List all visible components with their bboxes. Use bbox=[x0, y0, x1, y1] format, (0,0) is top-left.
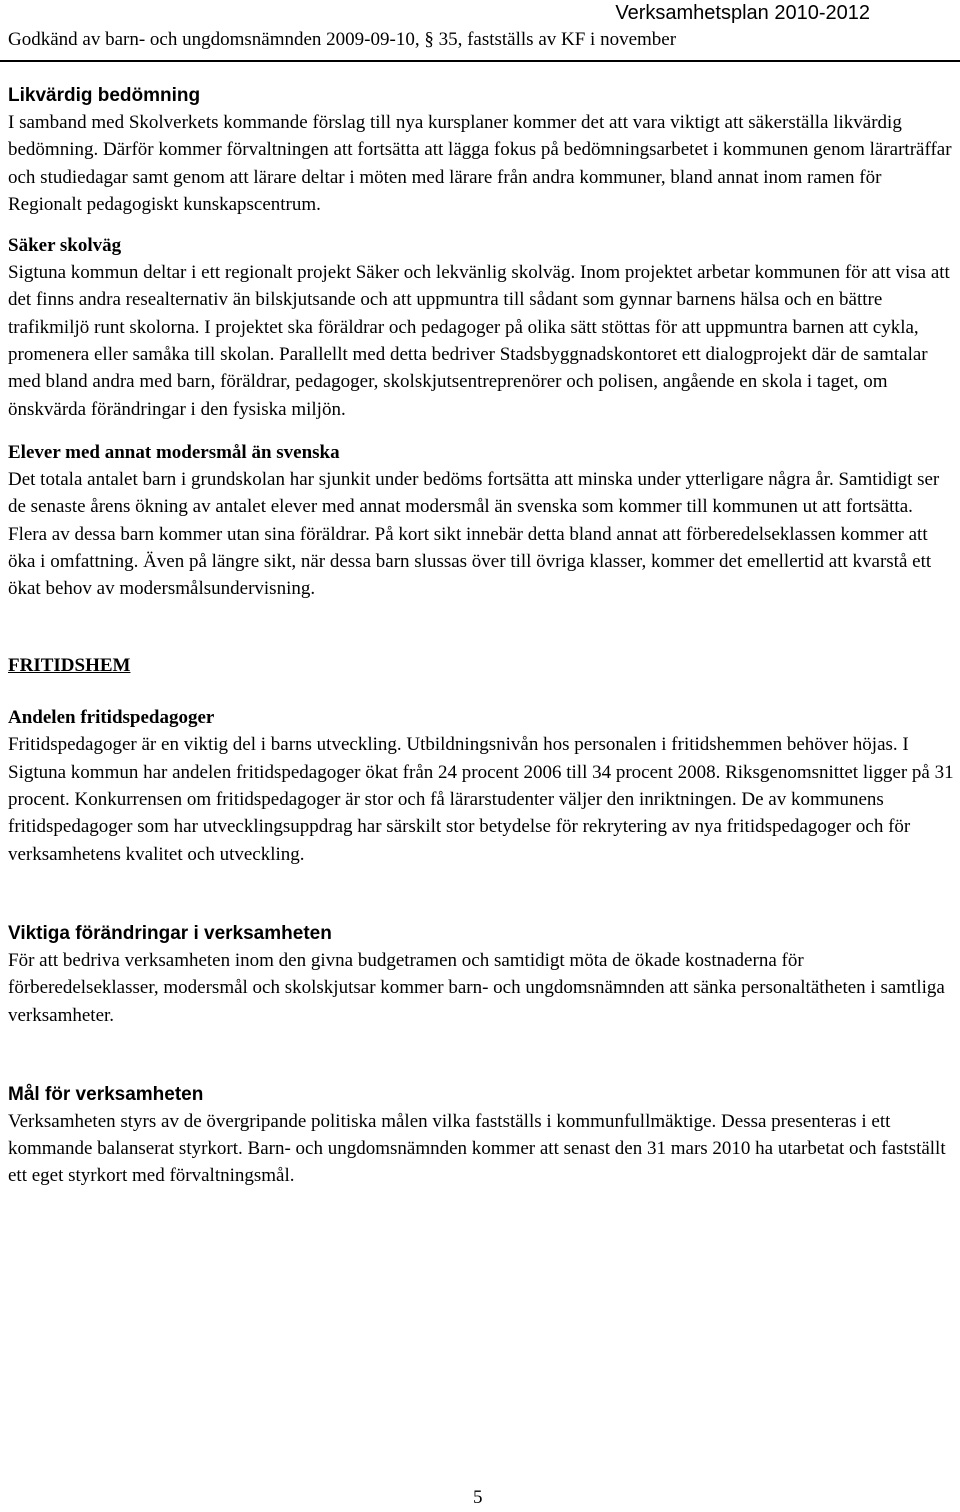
section-heading: Likvärdig bedömning bbox=[8, 85, 201, 106]
document-body bbox=[8, 82, 956, 1190]
section-paragraph: Sigtuna kommun deltar i ett regionalt projekt Säker och lekvänlig skolväg. Inom projektet arbetar kommunen för att visa att det finns andra resealternativ än bilskjutsande och att uppmuntra till sådant som gynnar barnens hälsa och en bättre trafikmiljö runt skolorna. I projektet ska föräldrar och pedagoger på olika sätt stöttas för att uppmuntra barnen att cykla, promenera eller samåka till skolan. Parallellt med detta bedriver Stadsbyggnadskontoret ett dialogprojekt där de samtalar med bland andra med barn, föräldrar, pedagoger, skolskjutsentreprenörer och polisen, angående en skola i taget, om önskvärda förändringar i den fysiska miljön. bbox=[8, 262, 950, 420]
section-paragraph: För att bedriva verksamheten inom den givna budgetramen och samtidigt möta de ökade kostnaderna för förberedelseklasser, modersmål och skolskjutsar kommer barn- och ungdomsnämnden att sänka personaltätheten i samtliga verksamheter. bbox=[8, 949, 945, 1026]
section-paragraph: Fritidspedagoger är en viktig del i barns utveckling. Utbildningsnivån hos personalen i fritidshemmen behöver höjas. I Sigtuna kommun har andelen fritidspedagoger ökat från 24 procent 2006 till 34 procent 2008. Riksgenomsnittet ligger på 31 procent. Konkurrensen om fritidspedagoger är stor och få lärarstudenter väljer den inriktningen. De av kommunens fritidspedagoger som har utvecklingsuppdrag har särskilt stor betydelse för rekrytering av nya fritidspedagoger och för verksamhetens kvalitet och utveckling. bbox=[8, 734, 954, 865]
section-fritidspedagoger bbox=[8, 704, 956, 867]
section-heading: Elever med annat modersmål än svenska bbox=[8, 441, 340, 463]
section-heading: Andelen fritidspedagoger bbox=[8, 707, 215, 729]
document-subtitle: Godkänd av barn- och ungdomsnämnden 2009-09-10, § 35, fastställs av KF i november bbox=[8, 29, 677, 50]
chapter-heading: FRITIDSHEM bbox=[8, 655, 131, 677]
section-mal bbox=[8, 1081, 956, 1190]
section-fritidshem bbox=[8, 652, 956, 679]
section-viktiga-forandringar bbox=[8, 920, 956, 1029]
section-paragraph: Verksamheten styrs av de övergripande politiska målen vilka fastställs i kommunfullmäktige. Dessa presenteras i ett kommande balanserat styrkort. Barn- och ungdomsnämnden kommer att senast den 31 mars 2010 ha utarbetat och fastställt ett eget styrkort med förvaltningsmål. bbox=[8, 1110, 946, 1187]
section-modersmal bbox=[8, 439, 956, 602]
header-divider bbox=[0, 60, 960, 62]
section-paragraph: Det totala antalet barn i grundskolan har sjunkit under bedöms fortsätta att minska under ytterligare några år. Samtidigt ser de senaste årens ökning av antalet elever med annat modersmål än svenska som kommer till kommunen ut att fortsätta. Flera av dessa barn kommer utan sina föräldrar. På kort sikt innebär detta bland annat att förberedelseklassen kommer att öka i omfattning. Även på längre sikt, när dessa barn slussas över till övriga klasser, kommer det emellertid att kvarstå ett ökat behov av modersmålsundervisning. bbox=[8, 468, 940, 600]
document-title: Verksamhetsplan 2010-2012 bbox=[615, 2, 870, 24]
section-heading: Viktiga förändringar i verksamheten bbox=[8, 922, 332, 944]
section-heading: Säker skolväg bbox=[8, 235, 122, 257]
section-likvardig-bedomning bbox=[8, 82, 956, 218]
section-heading: Mål för verksamheten bbox=[8, 1083, 204, 1105]
page-header bbox=[0, 0, 960, 58]
section-saker-skolvag bbox=[8, 232, 956, 423]
section-paragraph: I samband med Skolverkets kommande förslag till nya kursplaner kommer det att vara viktigt att säkerställa likvärdig bedömning. Därför kommer förvaltningen att fortsätta att lägga fokus på bedömningsarbetet i kommunen genom lärarträffar och studiedagar samt genom att lärare deltar i möten med lärare från andra kommuner, bland annat inom ramen för Regionalt pedagogiskt kunskapscentrum. bbox=[8, 112, 952, 215]
page-number: 5 bbox=[473, 1487, 483, 1508]
